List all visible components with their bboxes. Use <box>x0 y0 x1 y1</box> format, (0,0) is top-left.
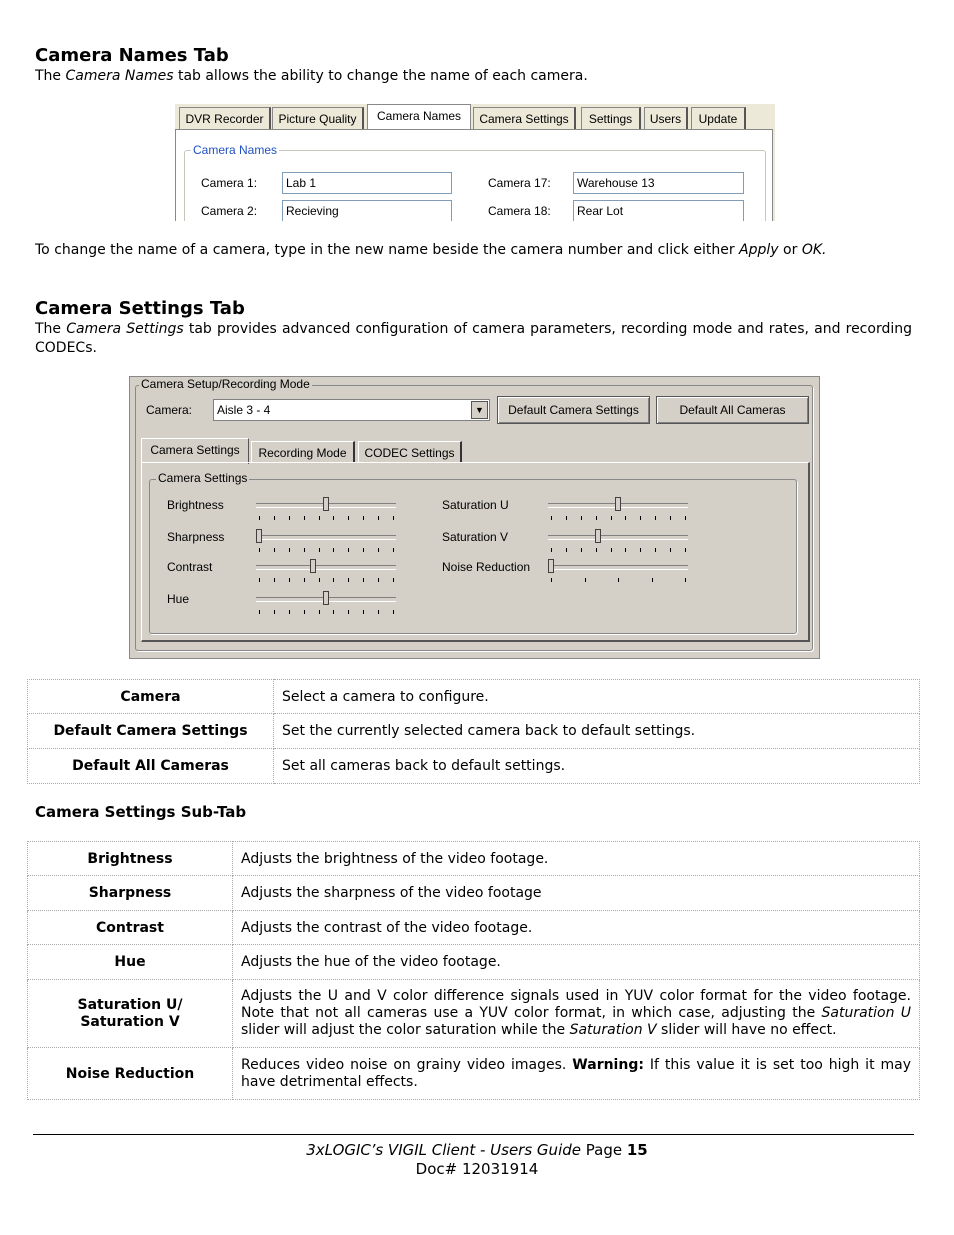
table-row <box>28 911 920 945</box>
slider-tick <box>581 548 582 552</box>
camera-17-name-input[interactable]: Warehouse 13 <box>573 172 744 194</box>
footer-divider <box>33 1134 914 1135</box>
slider-tick <box>585 578 586 582</box>
subtab-codec-settings[interactable]: CODEC Settings <box>358 441 462 463</box>
table-key: Noise Reduction <box>28 1048 233 1100</box>
table-desc: Adjusts the hue of the video footage. <box>233 945 920 980</box>
camera-2-label: Camera 2: <box>201 204 258 218</box>
camera-names-heading: Camera Names Tab <box>35 45 229 66</box>
slider-thumb[interactable] <box>323 497 329 511</box>
camera-settings-intro: The Camera Settings tab provides advanced configuration of camera parameters, recording mode and rates, and recording CODECs. <box>35 321 912 356</box>
slider-tick <box>333 578 334 582</box>
slider-tick <box>670 548 671 552</box>
table-key: Saturation U/ Saturation V <box>28 980 233 1048</box>
camera-2-name-input[interactable]: Recieving <box>282 200 452 221</box>
slider-track[interactable] <box>548 565 688 570</box>
slider-tick <box>618 578 619 582</box>
slider-tick <box>551 548 552 552</box>
slider-tick <box>363 548 364 552</box>
slider-tick <box>363 578 364 582</box>
noise-reduction-label: Noise Reduction <box>442 560 531 574</box>
slider-thumb[interactable] <box>256 529 262 543</box>
camera-settings-subtab-table <box>27 841 920 1100</box>
camera-18-label: Camera 18: <box>488 204 551 218</box>
slider-tick <box>655 548 656 552</box>
table-row <box>28 842 920 876</box>
camera-select-value: Aisle 3 - 4 <box>217 403 271 417</box>
tab-picture-quality[interactable]: Picture Quality <box>272 107 364 129</box>
slider-tick <box>259 516 260 520</box>
tab-bar <box>175 104 775 130</box>
brightness-slider[interactable] <box>256 499 396 523</box>
slider-tick <box>566 548 567 552</box>
camera-settings-table <box>27 679 920 784</box>
table-row <box>28 980 920 1048</box>
slider-tick <box>640 548 641 552</box>
table-key: Sharpness <box>28 876 233 911</box>
slider-tick <box>348 578 349 582</box>
slider-tick <box>378 578 379 582</box>
subtab-camera-settings[interactable]: Camera Settings <box>141 438 249 464</box>
brightness-label: Brightness <box>167 498 224 512</box>
slider-thumb[interactable] <box>548 559 554 573</box>
slider-tick <box>393 516 394 520</box>
slider-thumb[interactable] <box>615 497 621 511</box>
table-row <box>28 876 920 911</box>
footer-doc-number: Doc# 12031914 <box>415 1160 539 1178</box>
slider-tick <box>319 516 320 520</box>
saturation-u-label: Saturation U <box>442 498 509 512</box>
default-all-cameras-button[interactable]: Default All Cameras <box>656 396 809 424</box>
slider-tick <box>289 610 290 614</box>
table-row <box>28 714 920 749</box>
table-desc: Adjusts the U and V color difference signals used in YUV color format for the video footage. Note that not all cameras use a YUV color format, in which case, adjusting the Saturation U slider will adjust the color saturation while the Saturation V slider will have no effect. <box>233 980 920 1048</box>
slider-tick <box>566 516 567 520</box>
camera-setup-group-label: Camera Setup/Recording Mode <box>141 377 310 391</box>
camera-names-screenshot <box>175 104 775 221</box>
camera-select[interactable] <box>213 399 490 421</box>
slider-tick <box>551 578 552 582</box>
hue-label: Hue <box>167 592 190 606</box>
slider-tick <box>378 548 379 552</box>
slider-tick <box>333 610 334 614</box>
saturation-v-slider[interactable] <box>548 531 688 555</box>
table-key: Contrast <box>28 911 233 945</box>
slider-tick <box>333 516 334 520</box>
table-desc: Set all cameras back to default settings. <box>274 749 920 784</box>
slider-tick <box>304 578 305 582</box>
table-desc: Adjusts the sharpness of the video footage <box>233 876 920 911</box>
noise-reduction-slider[interactable] <box>548 561 688 585</box>
camera-names-instruction: To change the name of a camera, type in the new name beside the camera number and click either Apply or OK. <box>35 242 827 258</box>
table-key: Brightness <box>28 842 233 876</box>
slider-thumb[interactable] <box>595 529 601 543</box>
slider-tick <box>685 548 686 552</box>
slider-tick <box>685 578 686 582</box>
camera-names-group-label: Camera Names <box>193 143 278 157</box>
slider-tick <box>304 548 305 552</box>
hue-slider[interactable] <box>256 593 396 617</box>
table-row <box>28 1048 920 1100</box>
camera-1-label: Camera 1: <box>201 176 258 190</box>
slider-thumb[interactable] <box>323 591 329 605</box>
subtab-recording-mode[interactable]: Recording Mode <box>251 441 355 463</box>
slider-tick <box>685 516 686 520</box>
tab-camera-names[interactable]: Camera Names <box>367 104 471 130</box>
slider-tick <box>611 548 612 552</box>
table-row <box>28 680 920 714</box>
contrast-label: Contrast <box>167 560 213 574</box>
footer-title: 3xLOGIC’s VIGIL Client - Users Guide Page 15 <box>306 1141 648 1159</box>
subtab-heading: Camera Settings Sub-Tab <box>35 803 247 821</box>
slider-tick <box>378 516 379 520</box>
slider-tick <box>259 578 260 582</box>
slider-tick <box>652 578 653 582</box>
table-desc: Adjusts the brightness of the video footage. <box>233 842 920 876</box>
saturation-u-slider[interactable] <box>548 499 688 523</box>
slider-tick <box>274 516 275 520</box>
tab-settings[interactable]: Settings <box>581 107 641 129</box>
slider-tick <box>393 548 394 552</box>
table-key: Hue <box>28 945 233 980</box>
slider-tick <box>640 516 641 520</box>
slider-tick <box>319 548 320 552</box>
camera-1-name-input[interactable]: Lab 1 <box>282 172 452 194</box>
slider-tick <box>319 610 320 614</box>
slider-tick <box>274 578 275 582</box>
slider-tick <box>289 578 290 582</box>
slider-tick <box>551 516 552 520</box>
table-key: Camera <box>28 680 274 714</box>
slider-tick <box>393 610 394 614</box>
slider-track[interactable] <box>548 535 688 540</box>
tab-page <box>175 129 773 221</box>
table-row <box>28 945 920 980</box>
table-key: Default All Cameras <box>28 749 274 784</box>
slider-tick <box>274 548 275 552</box>
slider-tick <box>363 516 364 520</box>
slider-tick <box>274 610 275 614</box>
slider-tick <box>319 578 320 582</box>
slider-tick <box>348 610 349 614</box>
table-desc: Reduces video noise on grainy video images. Warning: If this value it is set too high it may have detrimental effects. <box>233 1048 920 1100</box>
camera-settings-heading: Camera Settings Tab <box>35 298 245 319</box>
sharpness-label: Sharpness <box>167 530 225 544</box>
tab-update[interactable]: Update <box>691 107 746 129</box>
sharpness-slider[interactable] <box>256 531 396 555</box>
slider-tick <box>348 516 349 520</box>
camera-18-name-input[interactable]: Rear Lot <box>573 200 744 221</box>
slider-tick <box>333 548 334 552</box>
slider-thumb[interactable] <box>310 559 316 573</box>
table-row <box>28 749 920 784</box>
chevron-down-icon[interactable]: ▼ <box>471 401 488 419</box>
slider-tick <box>304 610 305 614</box>
tab-users[interactable]: Users <box>644 107 688 129</box>
slider-tick <box>289 548 290 552</box>
table-desc: Set the currently selected camera back to default settings. <box>274 714 920 749</box>
slider-tick <box>348 548 349 552</box>
camera-settings-inner-group-label: Camera Settings <box>158 471 248 485</box>
slider-tick <box>393 578 394 582</box>
slider-tick <box>581 516 582 520</box>
slider-tick <box>259 610 260 614</box>
slider-tick <box>259 548 260 552</box>
slider-tick <box>655 516 656 520</box>
slider-tick <box>378 610 379 614</box>
camera-17-label: Camera 17: <box>488 176 551 190</box>
table-key: Default Camera Settings <box>28 714 274 749</box>
slider-tick <box>670 516 671 520</box>
slider-tick <box>596 548 597 552</box>
tab-dvr-recorder[interactable]: DVR Recorder <box>179 107 271 129</box>
contrast-slider[interactable] <box>256 561 396 585</box>
slider-tick <box>611 516 612 520</box>
tab-camera-settings[interactable]: Camera Settings <box>473 107 576 129</box>
slider-tick <box>363 610 364 614</box>
saturation-v-label: Saturation V <box>442 530 509 544</box>
camera-names-intro: The Camera Names tab allows the ability to change the name of each camera. <box>35 68 588 84</box>
slider-tick <box>625 548 626 552</box>
slider-tick <box>596 516 597 520</box>
table-desc: Select a camera to configure. <box>274 680 920 714</box>
default-camera-settings-button[interactable]: Default Camera Settings <box>497 396 650 424</box>
slider-tick <box>625 516 626 520</box>
slider-tick <box>289 516 290 520</box>
slider-tick <box>304 516 305 520</box>
slider-track[interactable] <box>256 565 396 570</box>
camera-select-label: Camera: <box>146 403 193 417</box>
camera-settings-screenshot <box>129 376 820 659</box>
table-desc: Adjusts the contrast of the video footage. <box>233 911 920 945</box>
slider-track[interactable] <box>256 535 396 540</box>
